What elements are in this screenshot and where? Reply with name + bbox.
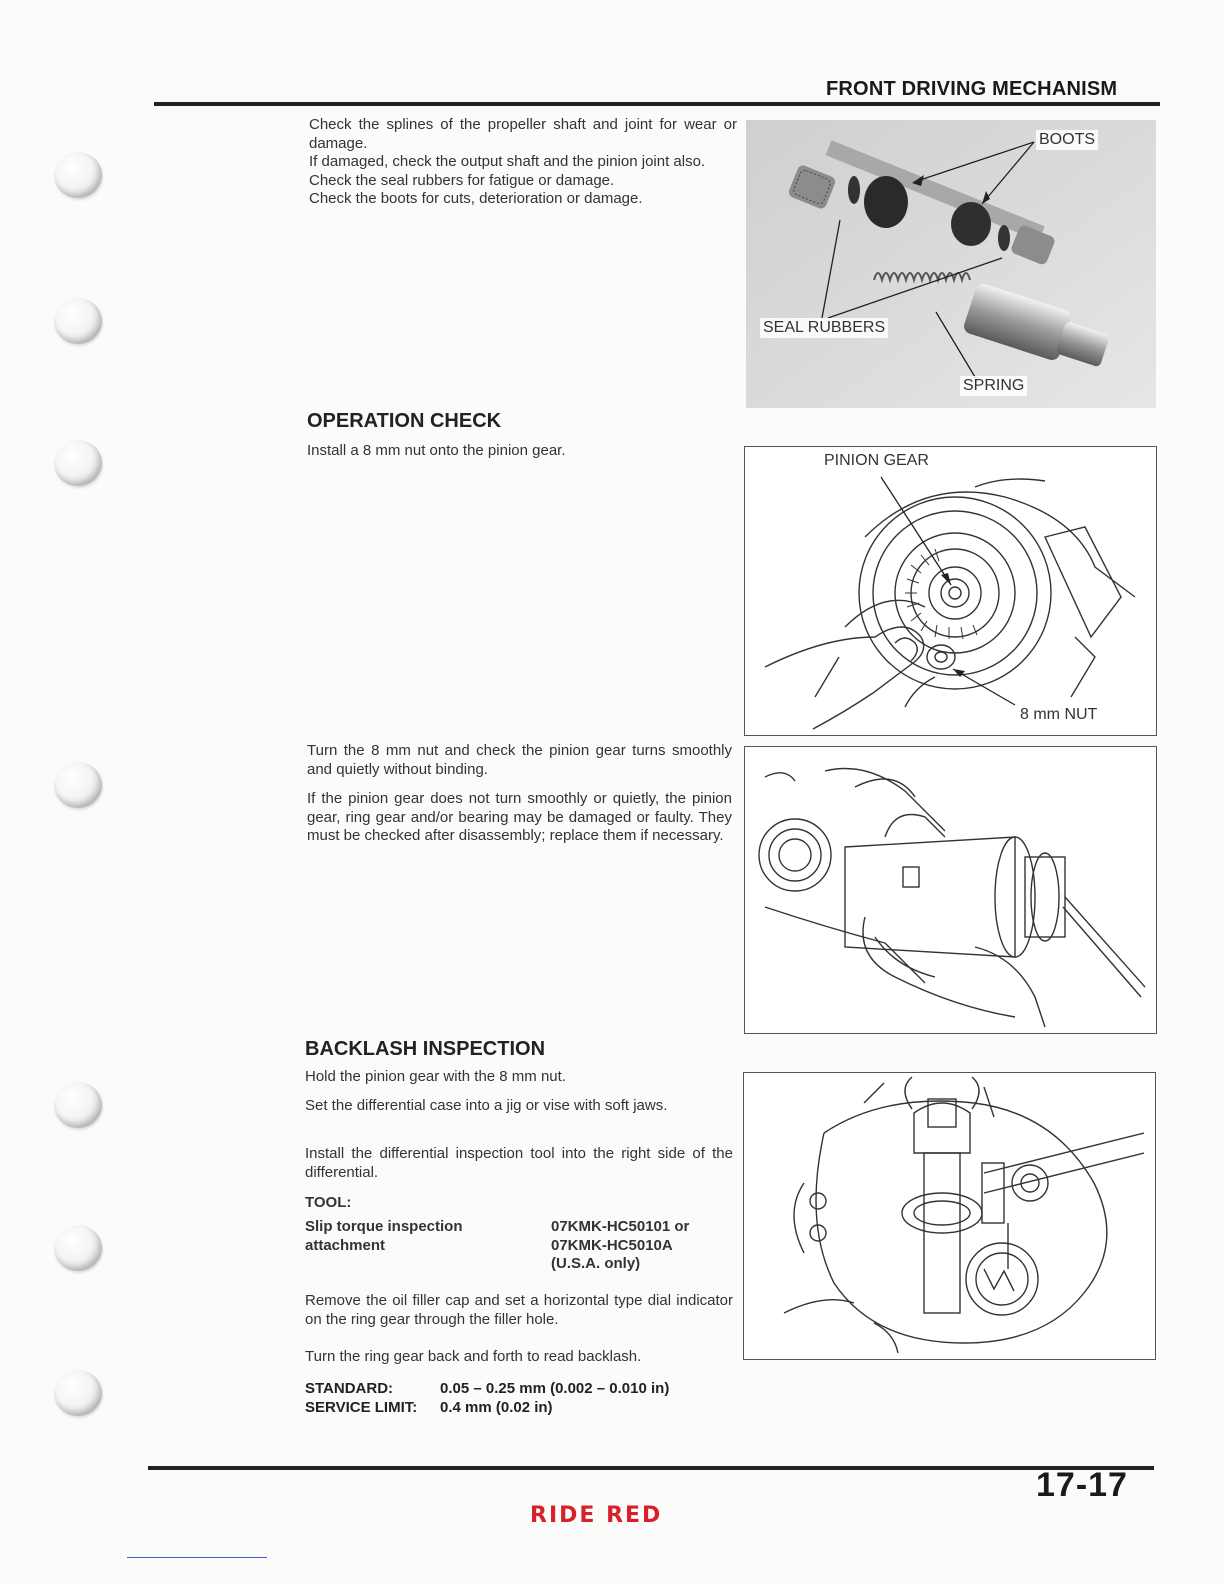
turning-nut-drawing xyxy=(745,747,1156,1033)
propeller-shaft-illustration xyxy=(746,120,1156,408)
tool-name xyxy=(305,1218,535,1255)
punch-hole xyxy=(54,1082,102,1128)
punch-hole xyxy=(54,1370,102,1416)
intro-line: Check the boots for cuts, deterioration or damage. xyxy=(309,190,643,207)
tool-heading: TOOL: xyxy=(305,1194,352,1211)
backlash-turn-text: Turn the ring gear back and forth to read backlash. xyxy=(305,1348,642,1365)
propeller-shaft-photo xyxy=(746,120,1156,408)
page-number: 17-17 xyxy=(1036,1466,1128,1504)
service-limit-value: 0.4 mm (0.02 in) xyxy=(440,1399,553,1416)
tool-number-line: 07KMK-HC5010A xyxy=(551,1236,673,1254)
backlash-install-text: Install the differential inspection tool into the right side of the differential. xyxy=(305,1145,733,1181)
nut-label: 8 mm NUT xyxy=(1017,705,1100,725)
footer-rule xyxy=(148,1466,1154,1470)
pinion-gear-figure xyxy=(744,446,1157,736)
backlash-hold-text: Hold the pinion gear with the 8 mm nut. xyxy=(305,1068,566,1085)
punch-hole xyxy=(54,762,102,808)
corner-line xyxy=(127,1557,267,1558)
tool-number xyxy=(551,1218,741,1274)
punch-hole xyxy=(54,298,102,344)
tool-number-line: 07KMK-HC50101 or xyxy=(551,1218,690,1235)
backlash-drawing xyxy=(744,1073,1155,1359)
punch-hole xyxy=(54,1225,102,1271)
operation-check-heading: OPERATION CHECK xyxy=(307,410,502,432)
tool-name-line: Slip torque inspection xyxy=(305,1218,463,1235)
standard-label: STANDARD: xyxy=(305,1380,394,1397)
operation-install-text: Install a 8 mm nut onto the pinion gear. xyxy=(307,442,566,459)
tool-number-line: (U.S.A. only) xyxy=(551,1255,641,1272)
section-title: FRONT DRIVING MECHANISM xyxy=(826,78,1118,100)
spring-label: SPRING xyxy=(960,376,1027,396)
backlash-remove-text: Remove the oil filler cap and set a horizontal type dial indicator on the ring gear through the filler hole. xyxy=(305,1292,733,1328)
punch-hole xyxy=(54,440,102,486)
intro-line: If damaged, check the output shaft and the pinion joint also. xyxy=(309,153,706,170)
boots-label: BOOTS xyxy=(1036,130,1098,150)
backlash-heading: BACKLASH INSPECTION xyxy=(305,1038,546,1060)
service-limit-label: SERVICE LIMIT: xyxy=(305,1399,418,1416)
header-rule xyxy=(154,102,1160,106)
punch-hole xyxy=(54,152,102,198)
pinion-gear-label: PINION GEAR xyxy=(821,451,932,471)
operation-fault-text: If the pinion gear does not turn smoothly or quietly, the pinion gear, ring gear and/or bearing may be damaged or faulty. They must be checked after disassembly; replace them if necessary. xyxy=(307,790,732,844)
footer-logo: RIDE RED xyxy=(530,1503,663,1528)
seal-rubbers-label: SEAL RUBBERS xyxy=(760,318,888,338)
intro-text xyxy=(309,116,737,209)
standard-value: 0.05 – 0.25 mm (0.002 – 0.010 in) xyxy=(440,1380,670,1397)
pinion-gear-drawing xyxy=(745,447,1156,735)
backlash-set-text: Set the differential case into a jig or vise with soft jaws. xyxy=(305,1097,668,1114)
tool-name-line: attachment xyxy=(305,1236,386,1254)
turning-nut-figure xyxy=(744,746,1157,1034)
intro-line: Check the splines of the propeller shaft and joint for wear or damage. xyxy=(309,116,737,152)
operation-turn-text: Turn the 8 mm nut and check the pinion gear turns smoothly and quietly without binding. xyxy=(307,742,732,778)
intro-line: Check the seal rubbers for fatigue or damage. xyxy=(309,171,615,189)
backlash-figure xyxy=(743,1072,1156,1360)
